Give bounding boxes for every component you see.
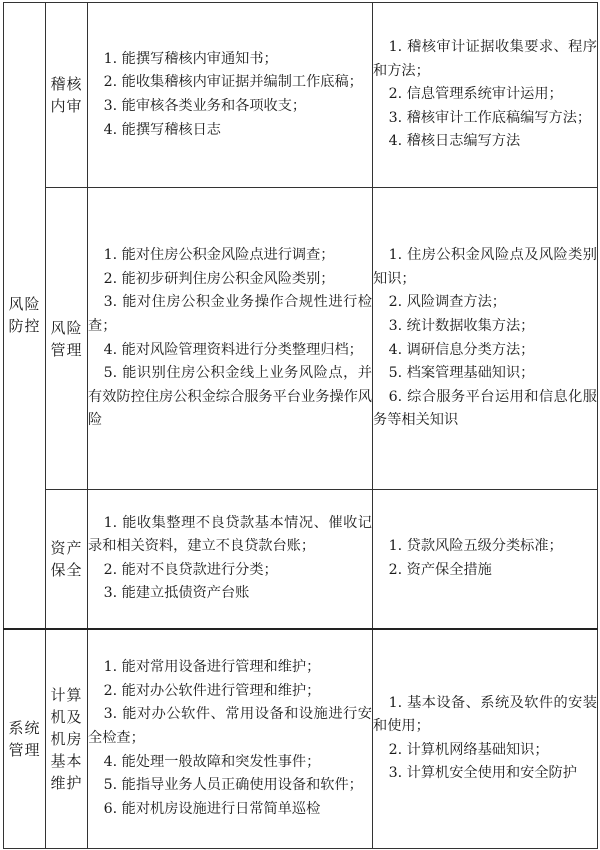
subcategory-label: 风险管理 bbox=[50, 318, 83, 359]
knowledge-item: 2. 计算机网络基础知识； bbox=[388, 741, 549, 758]
category-label: 系统管理 bbox=[8, 718, 41, 759]
knowledge-cell bbox=[373, 3, 598, 188]
subcategory-cell bbox=[46, 188, 88, 490]
skill-item: 2. 能对办公软件进行管理和维护； bbox=[103, 682, 321, 699]
category-cell bbox=[4, 629, 46, 849]
knowledge-item: 2. 风险调查方法； bbox=[388, 294, 506, 311]
skill-item: 2. 能对不良贷款进行分类； bbox=[103, 561, 278, 578]
subcategory-label: 资产保全 bbox=[50, 538, 83, 579]
skills-standard-table bbox=[3, 2, 598, 849]
knowledge-item: 4. 调研信息分类方法； bbox=[388, 341, 535, 358]
skill-item: 1. 能对常用设备进行管理和维护； bbox=[103, 659, 321, 676]
skill-item: 3. 能建立抵债资产台账 bbox=[103, 585, 250, 602]
skill-item: 5. 能识别住房公积金线上业务风险点，并有效防控住房公积金综合服务平台业务操作风险 bbox=[88, 365, 372, 429]
skill-item: 3. 能审核各类业务和各项收支； bbox=[103, 98, 307, 114]
knowledge-cell bbox=[373, 629, 598, 849]
knowledge-item: 3. 稽核审计工作底稿编写方法； bbox=[388, 109, 592, 126]
skill-item: 2. 能收集稽核内审证据并编制工作底稿； bbox=[103, 74, 363, 91]
knowledge-item: 1. 稽核审计证据收集要求、程序和方法； bbox=[373, 39, 597, 79]
skill-item: 5. 能指导业务人员正确使用设备和软件； bbox=[103, 777, 363, 794]
skill-item: 1. 能对住房公积金风险点进行调查； bbox=[103, 247, 335, 264]
table-row bbox=[4, 490, 598, 629]
knowledge-item: 1. 贷款风险五级分类标准； bbox=[388, 538, 563, 555]
knowledge-item: 3. 计算机安全使用和安全防护 bbox=[388, 765, 577, 782]
table-row bbox=[4, 188, 598, 490]
table-row bbox=[4, 3, 598, 188]
skills-cell bbox=[88, 490, 373, 629]
skill-item: 2. 能初步研判住房公积金风险类别； bbox=[103, 270, 335, 287]
knowledge-item: 6. 综合服务平台运用和信息化服务等相关知识 bbox=[373, 388, 597, 429]
skill-item: 3. 能对住房公积金业务操作合规性进行检查； bbox=[88, 294, 372, 334]
table-row bbox=[4, 629, 598, 849]
knowledge-item: 2. 资产保全措施 bbox=[388, 561, 492, 578]
knowledge-item: 4. 稽核日志编写方法 bbox=[388, 133, 521, 150]
knowledge-item: 3. 统计数据收集方法； bbox=[388, 317, 535, 334]
skill-item: 3. 能对办公软件、常用设备和设施进行安全检查； bbox=[88, 706, 372, 746]
skill-item: 6. 能对机房设施进行日常简单巡检 bbox=[103, 800, 321, 817]
subcategory-cell bbox=[46, 629, 88, 849]
knowledge-item: 1. 基本设备、系统及软件的安装和使用； bbox=[373, 694, 597, 735]
skills-cell bbox=[88, 3, 373, 188]
skill-item: 4. 能撰写稽核日志 bbox=[103, 121, 221, 138]
knowledge-cell bbox=[373, 188, 598, 490]
knowledge-item: 5. 档案管理基础知识； bbox=[388, 365, 535, 382]
skill-item: 4. 能对风险管理资料进行分类整理归档； bbox=[103, 341, 363, 358]
skill-item: 4. 能处理一般故障和突发性事件； bbox=[103, 753, 321, 770]
subcategory-cell bbox=[46, 490, 88, 629]
knowledge-item: 2. 信息管理系统审计运用； bbox=[388, 86, 563, 103]
skills-cell bbox=[88, 188, 373, 490]
category-label: 风险防控 bbox=[8, 295, 41, 336]
subcategory-cell bbox=[46, 3, 88, 188]
knowledge-item: 1. 住房公积金风险点及风险类别知识； bbox=[373, 247, 597, 287]
knowledge-cell bbox=[373, 490, 598, 629]
subcategory-label: 计算机及机房基本维护 bbox=[50, 685, 83, 792]
category-cell bbox=[4, 3, 46, 629]
subcategory-label: 稽核内审 bbox=[50, 75, 83, 115]
skill-item: 1. 能撰写稽核内审通知书； bbox=[103, 50, 278, 67]
skills-cell bbox=[88, 629, 373, 849]
skill-item: 1. 能收集整理不良贷款基本情况、催收记录和相关资料，建立不良贷款台账； bbox=[88, 514, 372, 555]
